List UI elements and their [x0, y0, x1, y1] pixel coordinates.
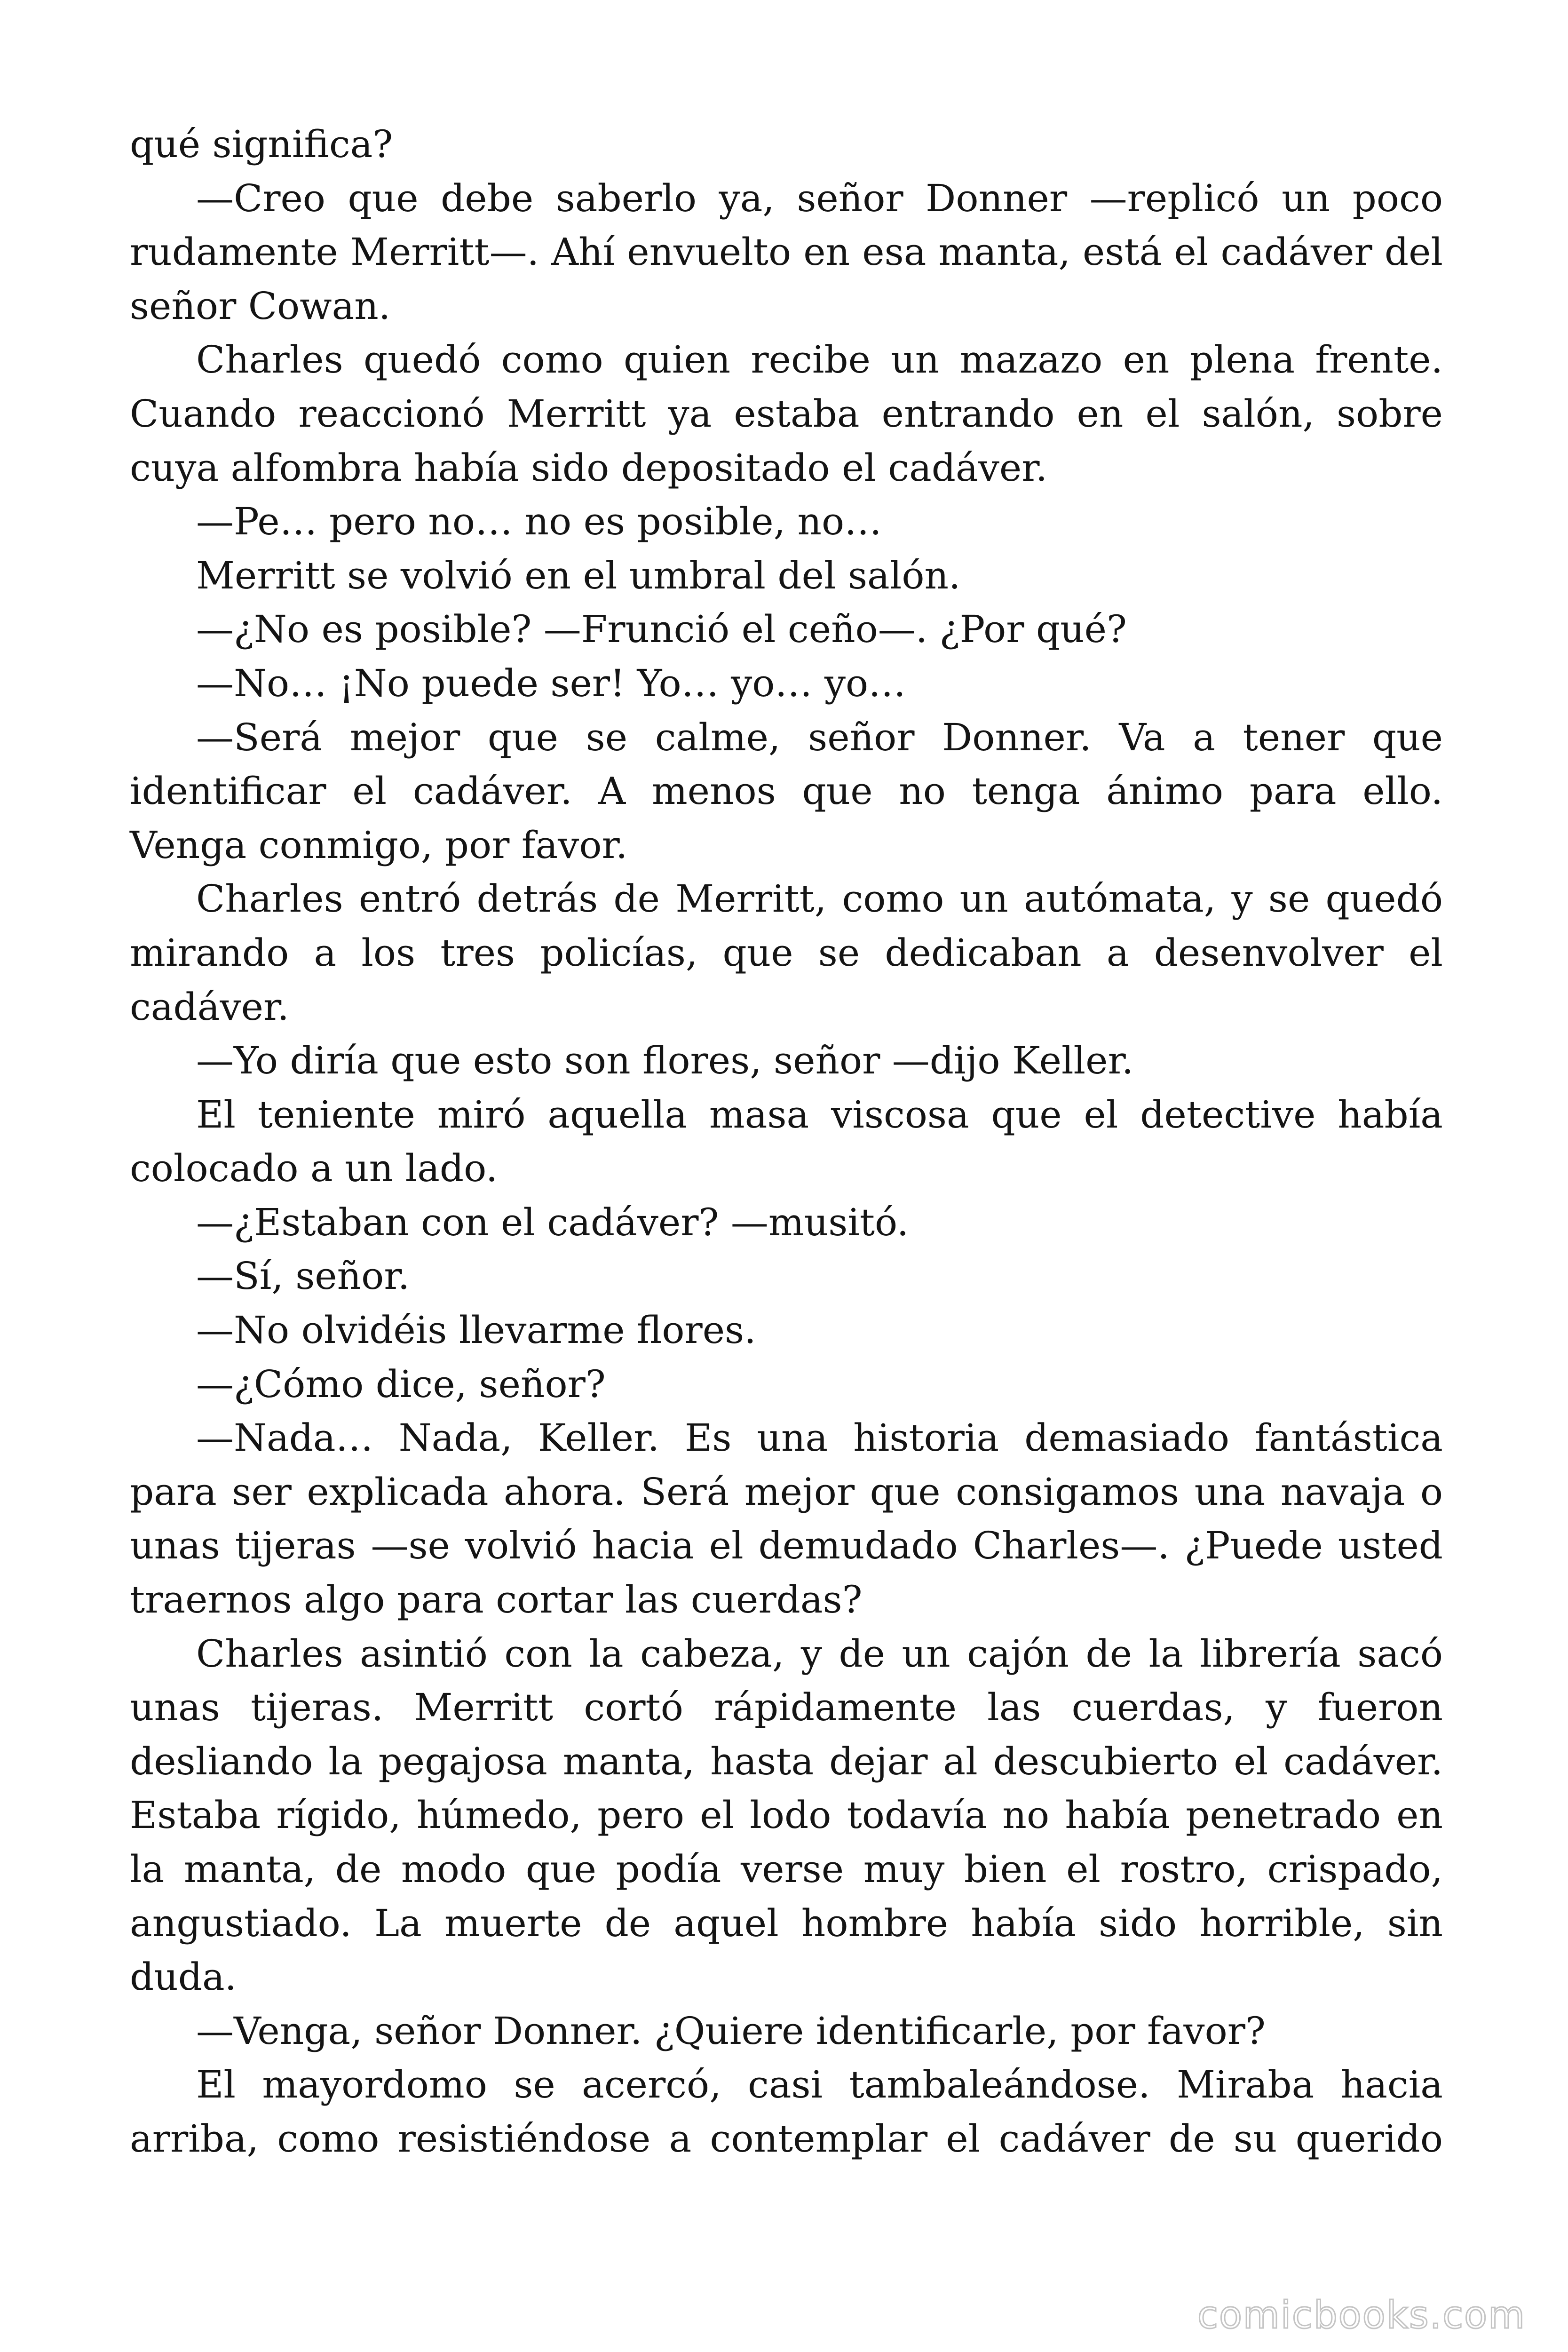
- text-line: —Yo diría que esto son flores, señor —dijo Keller.: [196, 1039, 1134, 1083]
- text-line: Charles asintió con la cabeza, y de un cajón de la librería sacó: [196, 1631, 1443, 1676]
- text-line: —Sí, señor.: [196, 1254, 410, 1298]
- text-line: —No… ¡No puede ser! Yo… yo… yo…: [196, 661, 906, 705]
- text-line: rudamente Merritt—. Ahí envuelto en esa manta, está el cadáver del: [130, 230, 1443, 274]
- text-line: Charles entró detrás de Merritt, como un autómata, y se quedó: [196, 877, 1443, 921]
- text-line: —Creo que debe saberlo ya, señor Donner —replicó un poco: [196, 176, 1443, 220]
- text-line: —¿No es posible? —Frunció el ceño—. ¿Por qué?: [196, 607, 1127, 652]
- text-line: Charles quedó como quien recibe un mazazo en plena frente.: [196, 338, 1443, 382]
- text-line: El teniente miró aquella masa viscosa que el detective había: [196, 1092, 1443, 1136]
- text-line: —No olvidéis llevarme flores.: [196, 1308, 756, 1352]
- text-line: Venga conmigo, por favor.: [130, 823, 628, 867]
- text-line: cadáver.: [130, 985, 289, 1029]
- text-line: cuya alfombra había sido depositado el cadáver.: [130, 445, 1048, 490]
- text-line: angustiado. La muerte de aquel hombre había sido horrible, sin: [130, 1901, 1443, 1945]
- text-line: Merritt se volvió en el umbral del salón.: [196, 553, 961, 597]
- text-line: identificar el cadáver. A menos que no tenga ánimo para ello.: [130, 769, 1443, 813]
- text-line: mirando a los tres policías, que se dedicaban a desenvolver el: [130, 930, 1443, 975]
- text-line: traernos algo para cortar las cuerdas?: [130, 1578, 863, 1622]
- text-line: qué significa?: [130, 122, 393, 166]
- watermark-text: comicbooks.com: [1197, 2293, 1526, 2337]
- text-line: señor Cowan.: [130, 284, 391, 328]
- text-line: Estaba rígido, húmedo, pero el lodo todavía no había penetrado en: [130, 1793, 1443, 1837]
- text-line: —¿Estaban con el cadáver? —musitó.: [196, 1200, 909, 1244]
- text-line: —Pe… pero no… no es posible, no…: [196, 500, 882, 544]
- text-line: —Será mejor que se calme, señor Donner. Va a tener que: [196, 715, 1443, 759]
- text-line: unas tijeras —se volvió hacia el demudado Charles—. ¿Puede usted: [130, 1524, 1443, 1568]
- text-line: la manta, de modo que podía verse muy bien el rostro, crispado,: [130, 1847, 1443, 1891]
- text-line: —Nada… Nada, Keller. Es una historia demasiado fantástica: [196, 1416, 1443, 1460]
- text-line: desliando la pegajosa manta, hasta dejar al descubierto el cadáver.: [130, 1739, 1443, 1783]
- text-line: unas tijeras. Merritt cortó rápidamente las cuerdas, y fueron: [130, 1685, 1443, 1730]
- text-line: para ser explicada ahora. Será mejor que consigamos una navaja o: [130, 1470, 1443, 1514]
- text-line: —Venga, señor Donner. ¿Quiere identificarle, por favor?: [196, 2009, 1266, 2053]
- text-line: arriba, como resistiéndose a contemplar el cadáver de su querido: [130, 2116, 1443, 2161]
- text-line: duda.: [130, 1955, 237, 1999]
- text-line: Cuando reaccionó Merritt ya estaba entrando en el salón, sobre: [130, 391, 1443, 436]
- text-line: —¿Cómo dice, señor?: [196, 1362, 606, 1406]
- text-line: El mayordomo se acercó, casi tambaleándose. Miraba hacia: [196, 2063, 1443, 2107]
- page-body-text: [130, 118, 1443, 2166]
- text-line: colocado a un lado.: [130, 1146, 498, 1191]
